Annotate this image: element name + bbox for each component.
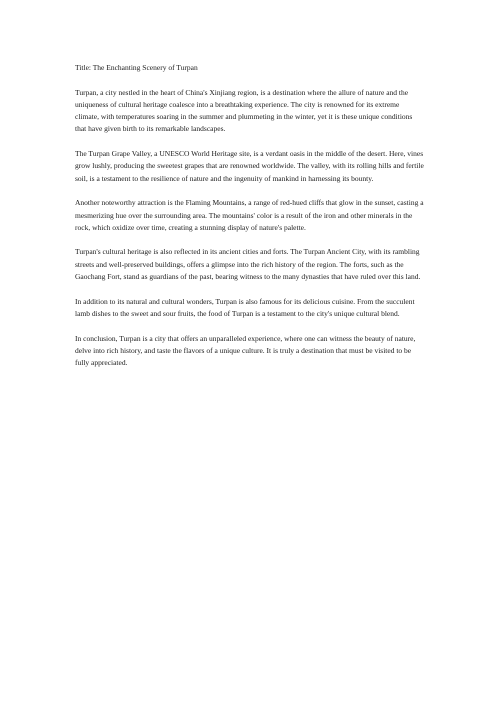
paragraph-cuisine: In addition to its natural and cultural wonders, Turpan is also famous for its delicious cuisine. From the succulent lamb dishes to the sweet and sour fruits, the food of Turpan is a testament to the city's unique cultural blend. bbox=[75, 296, 415, 318]
paragraph-grape-valley: The Turpan Grape Valley, a UNESCO World Heritage site, is a verdant oasis in the middle of the desert. Here, vines grow lushly, producing the sweetest grapes that are renowned worldwide. The valley, with its rolling hills and fertile soil, is a testament to the resilience of nature and the ingenuity of mankind in harnessing its bounty. bbox=[75, 149, 424, 183]
paragraph-flaming-mountains: Another noteworthy attraction is the Flaming Mountains, a range of red-hued cliffs that glow in the sunset, casting a mesmerizing hue over the surrounding area. The mountains' color is a result of the iron and other minerals in the rock, which oxidize over time, creating a stunning display of nature's palette. bbox=[75, 198, 424, 232]
document-title: Title: The Enchanting Scenery of Turpan bbox=[75, 63, 198, 72]
document-body bbox=[75, 62, 425, 382]
paragraph-cultural-heritage: Turpan's cultural heritage is also reflected in its ancient cities and forts. The Turpan Ancient City, with its rambling streets and well-preserved buildings, offers a glimpse into the rich history of the region. The forts, such as the Gaochang Fort, stand as guardians of the past, bearing witness to the many dynasties that have ruled over this land. bbox=[75, 247, 421, 282]
paragraph-intro: Turpan, a city nestled in the heart of China's Xinjiang region, is a destination where the allure of nature and the uniqueness of cultural heritage coalesce into a breathtaking experience. The city is renowned for its extreme climate, with temperatures soaring in the summer and plummeting in the winter, yet it is these unique conditions that have given birth to its remarkable landscapes. bbox=[75, 87, 413, 134]
paragraph-conclusion: In conclusion, Turpan is a city that offers an unparalleled experience, where one can witness the beauty of nature, delve into rich history, and taste the flavors of a unique culture. It is truly a destination that must be visited to be fully appreciated. bbox=[75, 333, 416, 368]
